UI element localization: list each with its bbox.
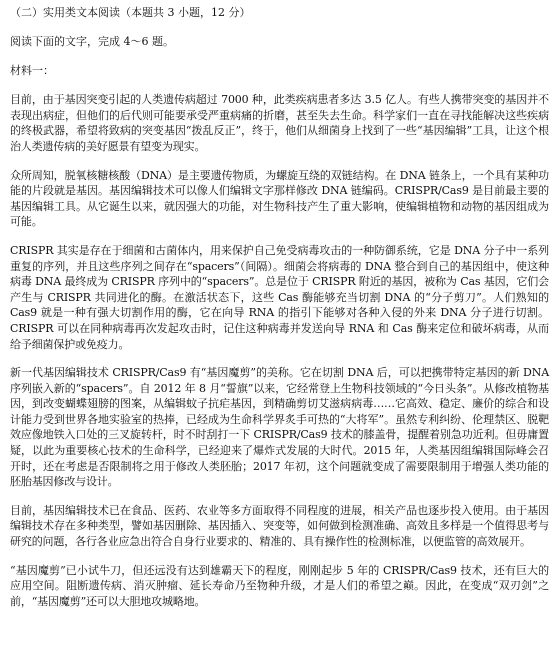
paragraph-6: “基因魔剪”已小试牛刀，但还远没有达到雄霸天下的程度，刚刚起步 5 年的 CRISPR/Cas9 技术，还有巨大的应用空间。阻断遗传病、消灭肿瘤、延长寿命乃至物种升级，才是人们的希望之巅。因此，在变成“双刃剑”之前，“基因魔剪”还可以大胆地攻城略地。 (10, 563, 549, 608)
instruction-text: 阅读下面的文字，完成 4～6 题。 (10, 35, 174, 48)
section-title: （二）实用类文本阅读（本题共 3 小题，12 分） (10, 6, 251, 19)
paragraph-1: 目前，由于基因突变引起的人类遗传病超过 7000 种，此类疾病患者多达 3.5 亿人。有些人携带突变的基因并不表现出病症，但他们的后代则可能要承受严重病痛的折磨，甚至失去生命。科学家们一直在寻找能解决这些疾病的终极武器，希望将致病的突变基因“拨乱反正”，终于，他们从细菌身上找到了一些“基因编辑”工具，让这个根治人类遗传病的美好愿景有望变为现实。 (10, 93, 549, 153)
paragraph-2: 众所周知，脱氧核糖核酸（DNA）是主要遗传物质，为螺旋互绕的双链结构。在 DNA 链条上，一个具有某种功能的片段就是基因。基因编辑技术可以像人们编辑文字那样修改 DNA 链编码。CRISPR/Cas9 是目前最主要的基因编辑工具。从它诞生以来，就因强大的功能，对生物科技产生了重大影响，使编辑植物和动物的基因组成为可能。 (10, 168, 549, 229)
paragraph-4: 新一代基因编辑技术 CRISPR/Cas9 有“基因魔剪”的美称。它在切割 DNA 后，可以把携带特定基因的新 DNA 序列嵌入新的“spacers”。自 2012 年 8 月“誓旗”以来，它经常登上生物科技领域的“今日头条”。从修改植物基因，到改变蝴蝶翅膀的图案，从编辑蚊子抗疟基因，到精确剪切艾滋病病毒……它高效、稳定、廉价的综合和设计能力受到世界各地实验室的热捧，已经成为生命科学界炙手可热的“大将军”。虽然专利纠纷、伦理禁区、脱靶效应像地铁入口处的三叉旋转杆，时不时刮打一下 CRISPR/Cas9 技术的膝盖骨，提醒着别急功近利。但毋庸置疑，以此为重要核心技术的生命科学，已经迎来了爆炸式发展的大时代。2015 年，人类基因组编辑国际峰会召开时，还在考虑是否限制将之用于修改人类胚胎；2017 年初，这个问题就变成了需要限制用于增强人类功能的胚胎基因修改与设计。 (10, 366, 549, 489)
material-label: 材料一： (10, 63, 54, 77)
paragraph-3: CRISPR 其实是存在于细菌和古菌体内，用来保护自己免受病毒攻击的一种防御系统，它是 DNA 分子中一系列重复的序列，并且这些序列之间存在“spacers”（间隔）。细菌会将病毒的 DNA 整合到自己的基因组中，使这种病毒 DNA 最终成为 CRISPR 序列中的“spacers”。总是位于 CRISPR 附近的基因，被称为 Cas 基因，它们会产生与 CRISPR 共同进化的酶。在激活状态下，这些 Cas 酶能够充当切割 DNA 的“分子剪刀”。人们熟知的 Cas9 就是一种有强大切割作用的酶，它在向导 RNA 的指引下能够对各种入侵的外来 DNA 分子进行切割。CRISPR 可以在同种病毒再次发起攻击时，记住这种病毒并发送向导 RNA 和 Cas 酶来定位和破坏病毒，从而给予细菌保护或免疫力。 (10, 243, 549, 351)
paragraph-5: 目前，基因编辑技术已在食品、医药、农业等多方面取得不同程度的进展，相关产品也逐步投入使用。由于基因编辑技术存在多种类型，譬如基因删除、基因插入、突变等，如何做到检测准确、高效且多样是一个值得思考与研究的问题，各行各业应急出符合自身行业要求的、精准的、具有操作性的检测标准，以便监管的高效展开。 (10, 503, 549, 549)
